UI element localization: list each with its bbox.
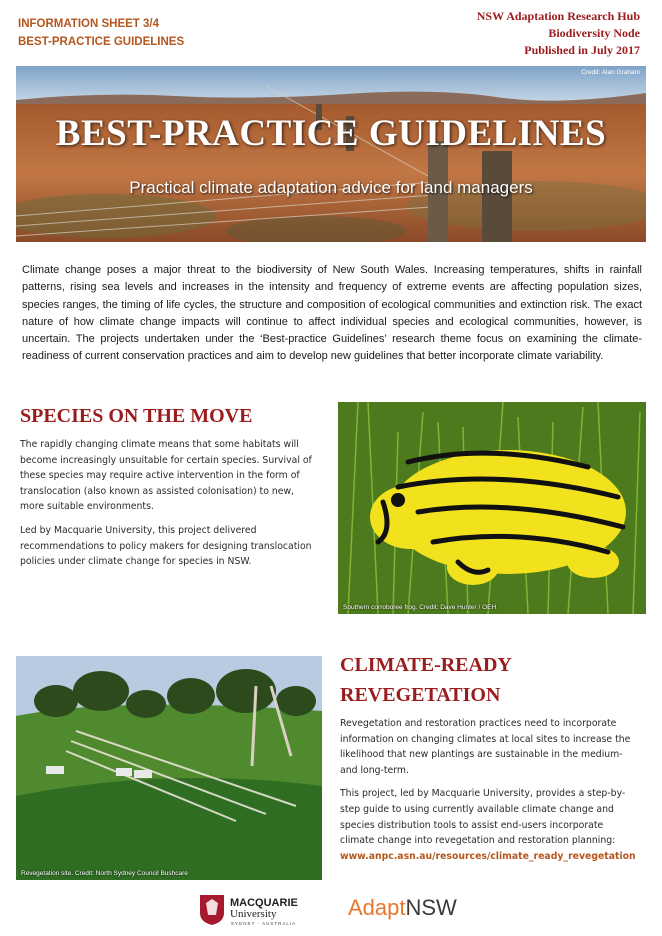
page-title: BEST-PRACTICE GUIDELINES	[55, 113, 607, 154]
sheet-number: INFORMATION SHEET 3/4	[18, 18, 159, 30]
revegetation-photo	[16, 656, 322, 880]
hero-credit: Credit: Alan Graham	[581, 69, 640, 76]
revegetation-paragraph-2: This project, led by Macquarie University, provides a step-by-step guide to using currently available climate change and species distribution tools to assist end-users incorporate climate change into revegetation and restoration planning:	[340, 788, 626, 847]
sheet-header	[18, 15, 184, 51]
revegetation-paragraph-1: Revegetation and restoration practices need to incorporate information on changing climates at local sites to increase the likelihood that new plantings are sustainable in the medium- and long-term.	[340, 718, 631, 776]
macquarie-logo	[200, 893, 320, 933]
macquarie-university: University	[230, 908, 277, 920]
adapt-nsw-logo	[348, 893, 457, 923]
macquarie-location: SYDNEY · AUSTRALIA	[231, 921, 297, 926]
revegetation-title-line-1: CLIMATE-READY	[340, 654, 512, 676]
page-subtitle: Practical climate adaptation advice for land managers	[129, 178, 533, 197]
publish-date: Published in July 2017	[524, 43, 640, 57]
revegetation-photo-caption: Revegetation site. Credit: North Sydney Council Bushcare	[21, 870, 188, 877]
sheet-theme: BEST-PRACTICE GUIDELINES	[18, 36, 185, 48]
revegetation-title-line-2: REVEGETATION	[340, 684, 501, 706]
hero-banner	[16, 66, 646, 242]
species-section-title: SPECIES ON THE MOVE	[20, 405, 253, 427]
nsw-wordmark: NSW	[405, 895, 457, 920]
revegetation-section-title	[340, 650, 512, 710]
macquarie-name: MACQUARIE	[230, 897, 298, 909]
frog-photo-caption: Southern corroboree frog. Credit: Dave Hunter / OEH	[343, 604, 497, 611]
revegetation-resource-link[interactable]: www.anpc.asn.au/resources/climate_ready_revegetation	[340, 850, 636, 862]
species-paragraph-1: The rapidly changing climate means that some habitats will become increasingly unsuitable for certain species. Survival of these species may require active intervention in the form of translocation (also known as assisted colonisation) to new, more suitable environments.	[20, 439, 312, 513]
publisher-info	[477, 8, 640, 59]
adapt-wordmark: Adapt	[348, 895, 406, 920]
publisher-node: Biodiversity Node	[548, 26, 640, 40]
publisher-org: NSW Adaptation Research Hub	[476, 9, 640, 23]
macquarie-shield-icon	[200, 895, 224, 925]
intro-paragraph: Climate change poses a major threat to the biodiversity of New South Wales. Increasing temperatures, shifts in rainfall patterns, rising sea levels and increases in the intensity and frequency of extreme events are affecting population sizes, species ranges, the timing of life cycles, the structure and composition of ecological communities and extinction risk. The exact nature of how climate change impacts will continue to affect individual species and ecological communities, however, is uncertain. The projects undertaken under the ‘Best-practice Guidelines’ research theme focus on examining the climate-readiness of current conservation practices and aim to develop new guidelines that better incorporate climate variability.	[22, 264, 642, 363]
species-section-body	[20, 437, 320, 578]
frog-photo	[338, 402, 646, 614]
revegetation-section-body	[340, 716, 640, 864]
species-paragraph-2: Led by Macquarie University, this project delivered recommendations to policy makers for designing translocation policies under climate change for species in NSW.	[20, 524, 312, 568]
revegetation-image	[16, 656, 322, 880]
frog-image	[338, 402, 646, 614]
